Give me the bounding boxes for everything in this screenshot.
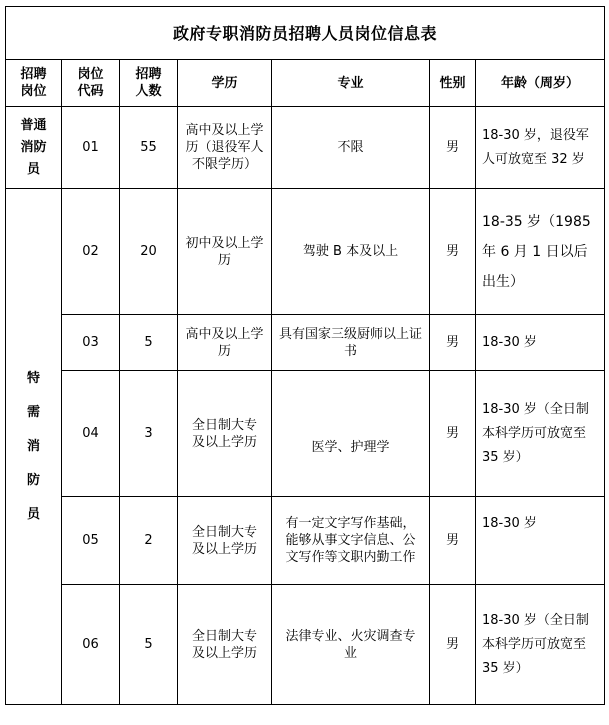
age: 18-30 岁: [476, 497, 605, 585]
age: 18-30 岁: [476, 315, 605, 371]
major: 驾驶 B 本及以上: [272, 189, 430, 315]
major: 不限: [272, 107, 430, 189]
table-row: [6, 371, 605, 497]
major: 医学、护理学: [272, 371, 430, 497]
gender: 男: [430, 107, 476, 189]
recruit-count: 20: [120, 189, 178, 315]
gender: 男: [430, 497, 476, 585]
header-code: 岗位 代码: [62, 60, 120, 107]
table-row: [6, 585, 605, 705]
age: 18-30 岁，退役军人可放宽至 32 岁: [476, 107, 605, 189]
header-education: 学历: [178, 60, 272, 107]
age: 18-30 岁（全日制本科学历可放宽至 35 岁）: [476, 371, 605, 497]
header-age: 年龄（周岁）: [476, 60, 605, 107]
education: 高中及以上学历（退役军人不限学历）: [178, 107, 272, 189]
age: 18-30 岁（全日制本科学历可放宽至 35 岁）: [476, 585, 605, 705]
major: 有一定文字写作基础，能够从事文字信息、公文写作等文职内勤工作: [272, 497, 430, 585]
table-row: [6, 189, 605, 315]
table-row: [6, 107, 605, 189]
group-normal-firefighter: 普通 消防 员: [6, 107, 62, 189]
age: 18-35 岁（1985 年 6 月 1 日以后出生）: [476, 189, 605, 315]
recruit-count: 3: [120, 371, 178, 497]
education: 初中及以上学历: [178, 189, 272, 315]
table-title: 政府专职消防员招聘人员岗位信息表: [6, 7, 605, 60]
gender: 男: [430, 585, 476, 705]
gender: 男: [430, 315, 476, 371]
education: 全日制大专及以上学历: [178, 371, 272, 497]
recruitment-table-sheet: [5, 6, 604, 722]
header-row: [6, 60, 605, 107]
header-gender: 性别: [430, 60, 476, 107]
major: 法律专业、火灾调查专业: [272, 585, 430, 705]
education: 高中及以上学历: [178, 315, 272, 371]
education: 全日制大专及以上学历: [178, 585, 272, 705]
header-post: 招聘 岗位: [6, 60, 62, 107]
major: 具有国家三级厨师以上证书: [272, 315, 430, 371]
post-code: 01: [62, 107, 120, 189]
recruit-count: 5: [120, 315, 178, 371]
header-major: 专业: [272, 60, 430, 107]
table-row: [6, 315, 605, 371]
post-code: 02: [62, 189, 120, 315]
post-code: 04: [62, 371, 120, 497]
post-code: 06: [62, 585, 120, 705]
education: 全日制大专及以上学历: [178, 497, 272, 585]
table-row: [6, 497, 605, 585]
recruit-count: 55: [120, 107, 178, 189]
post-code: 03: [62, 315, 120, 371]
recruit-count: 5: [120, 585, 178, 705]
post-code: 05: [62, 497, 120, 585]
header-count: 招聘 人数: [120, 60, 178, 107]
gender: 男: [430, 189, 476, 315]
gender: 男: [430, 371, 476, 497]
recruit-count: 2: [120, 497, 178, 585]
group-special-firefighter: 特 需 消 防 员: [6, 189, 62, 705]
recruitment-info-table: [5, 6, 605, 705]
